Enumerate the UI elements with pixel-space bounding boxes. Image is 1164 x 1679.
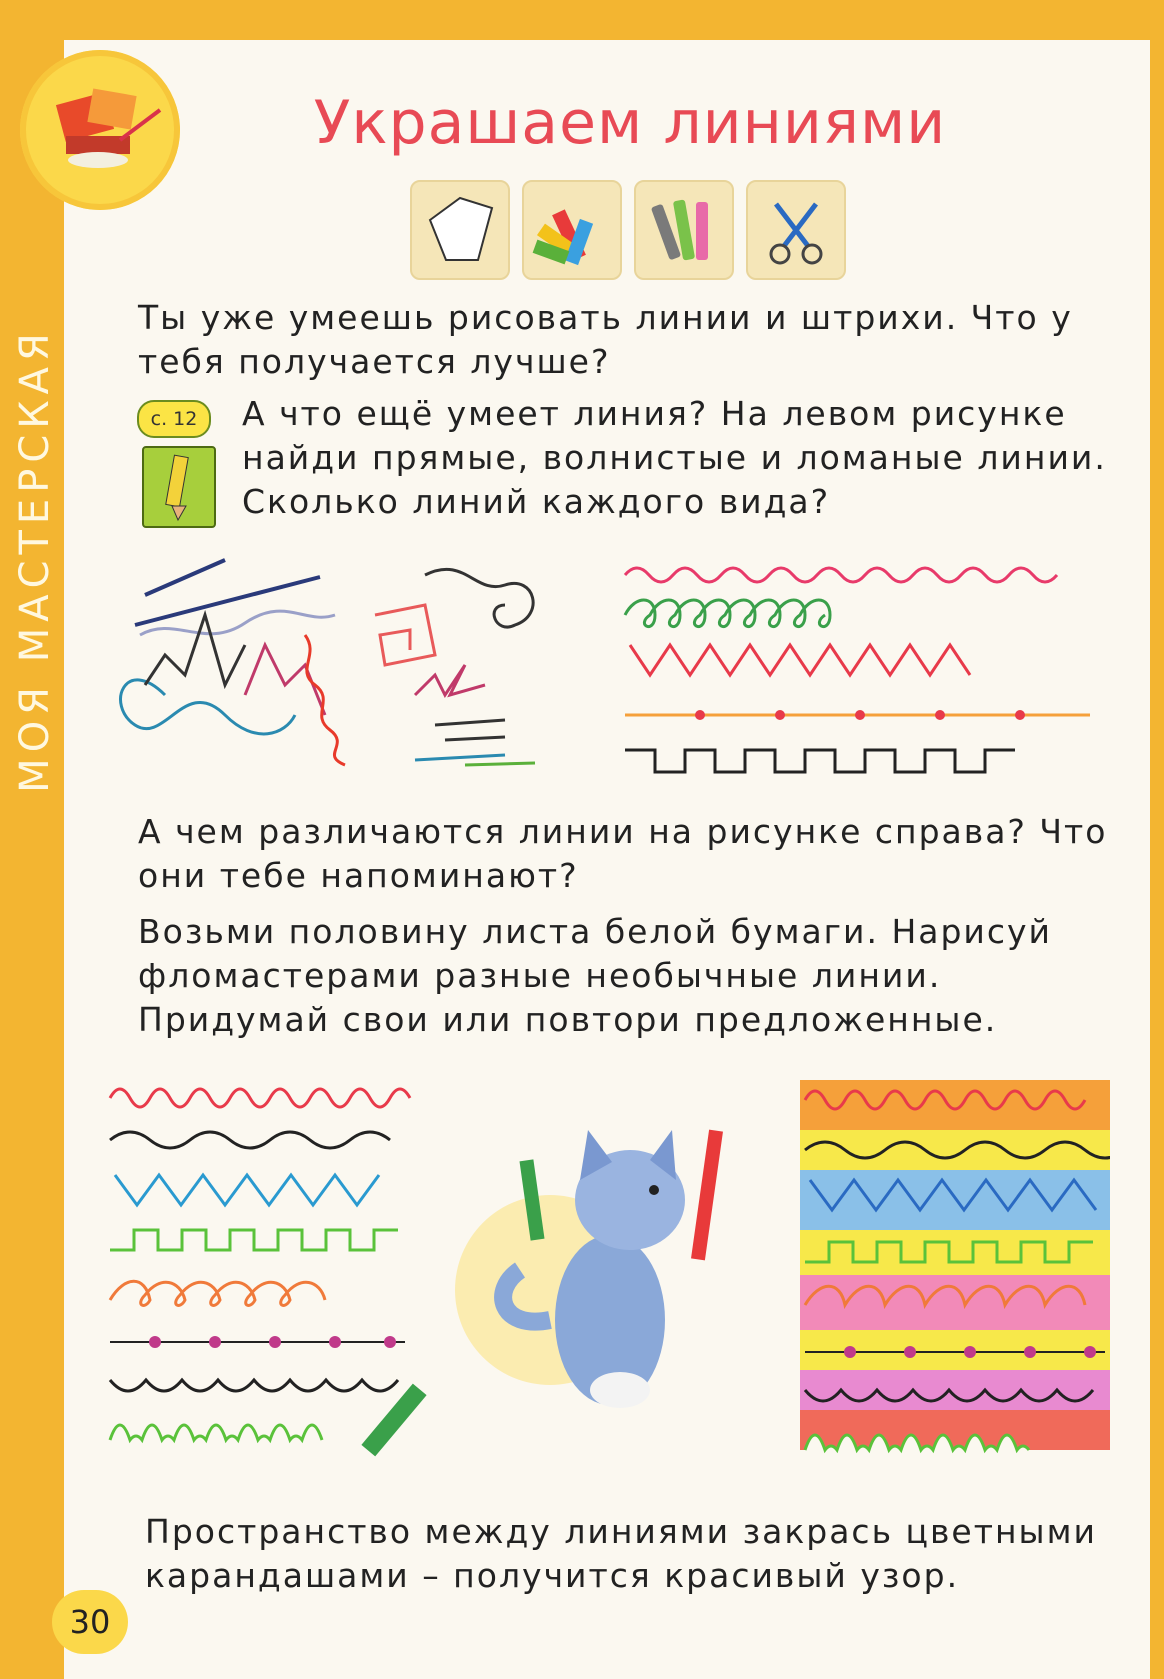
workshop-emblem-icon bbox=[20, 50, 180, 210]
colored-pattern-example bbox=[800, 1080, 1110, 1470]
page-number: 30 bbox=[52, 1590, 128, 1654]
page-reference-badge: с. 12 bbox=[137, 400, 211, 438]
kitten-with-pencils bbox=[440, 1090, 770, 1490]
crayons-icon bbox=[522, 180, 622, 280]
final-instruction: Пространство между линиями закрась цветными карандашами – получится красивый узор. bbox=[145, 1512, 1097, 1595]
scissors-icon bbox=[746, 180, 846, 280]
materials-row bbox=[410, 180, 846, 280]
right-edge-band bbox=[1150, 0, 1164, 1679]
question-paragraph: А что ещё умеет линия? На левом рисунке найди прямые, волнистые и ломаные линии. Сколько линий каждого вида? bbox=[242, 394, 1107, 521]
compare-paragraph: А чем различаются линии на рисунке справа? Что они тебе напоминают? bbox=[138, 812, 1108, 895]
line-types-illustration bbox=[105, 555, 545, 775]
pencil-character-icon bbox=[142, 446, 216, 528]
page-title: Украшаем линиями bbox=[313, 88, 947, 158]
markers-icon bbox=[634, 180, 734, 280]
section-label: МОЯ МАСТЕРСКАЯ bbox=[12, 327, 58, 793]
paper-icon bbox=[410, 180, 510, 280]
line-patterns-example bbox=[105, 1080, 435, 1460]
decorative-lines-illustration bbox=[620, 555, 1100, 775]
task-paragraph: Возьми половину листа белой бумаги. Нарисуй фломастерами разные необычные линии. Придумай свои или повтори предложенные. bbox=[138, 912, 1052, 1039]
intro-paragraph: Ты уже умеешь рисовать линии и штрихи. Что у тебя получается лучше? bbox=[138, 298, 1073, 381]
top-band bbox=[0, 0, 1164, 40]
